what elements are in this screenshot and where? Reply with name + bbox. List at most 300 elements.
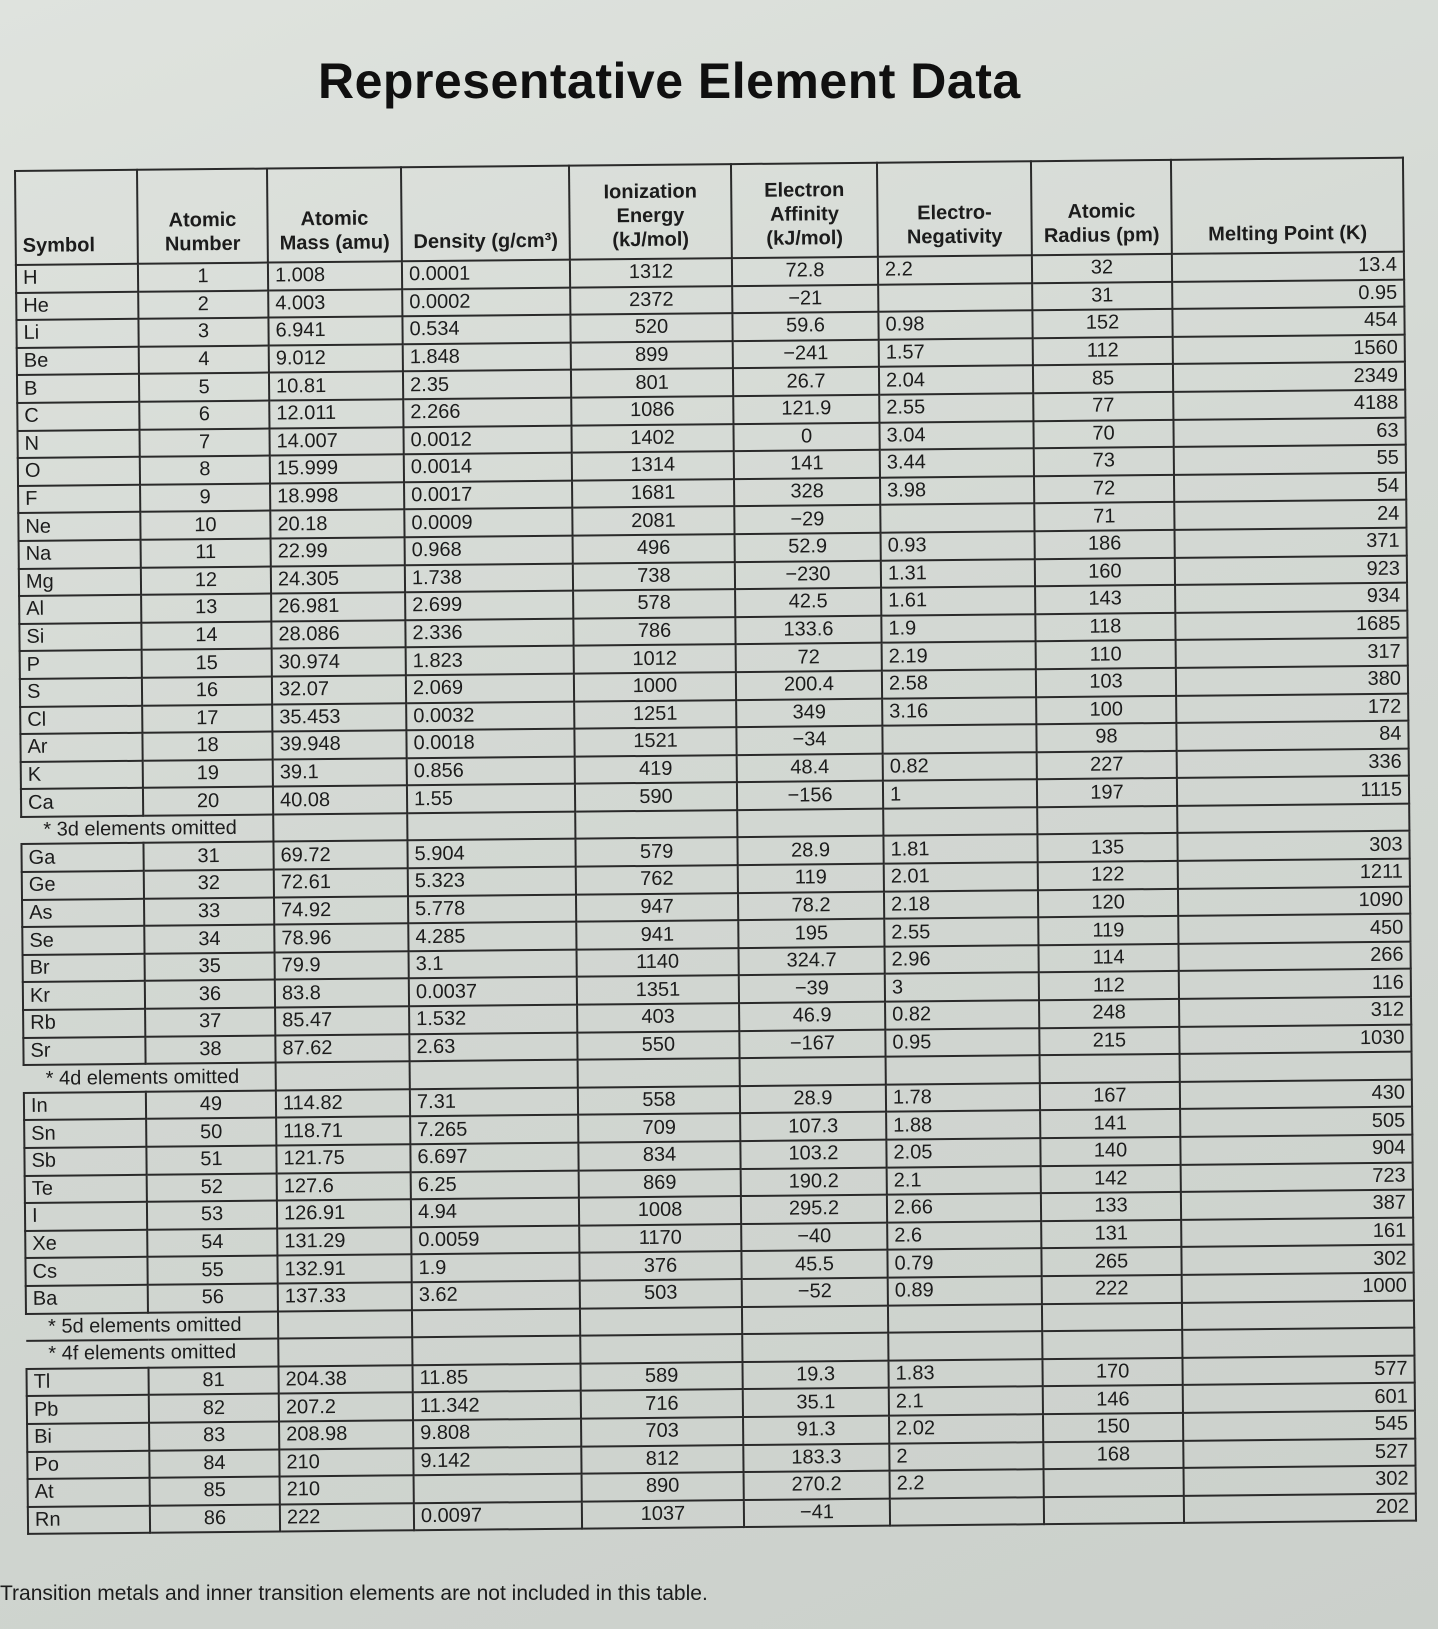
cell-density: 1.532 [409,1005,577,1034]
empty-cell [580,1334,742,1363]
cell-melting-point: 266 [1178,941,1410,971]
cell-ionization-energy: 834 [578,1141,740,1170]
cell-atomic-number: 8 [140,456,270,485]
header-atomic-mass: Atomic Mass (amu) [267,167,402,262]
cell-density: 0.0014 [404,453,572,482]
cell-atomic-radius: 110 [1036,640,1176,669]
cell-symbol: Bi [27,1423,149,1452]
cell-electronegativity: 1.81 [883,835,1037,864]
cell-atomic-number: 14 [141,621,271,650]
cell-ionization-energy: 419 [575,755,737,784]
cell-atomic-radius: 133 [1041,1192,1181,1221]
cell-atomic-radius: 31 [1032,281,1172,310]
cell-electron-affinity: 195 [738,919,884,948]
cell-atomic-radius: 112 [1033,337,1173,366]
empty-cell [575,810,737,839]
cell-atomic-radius: 265 [1041,1247,1181,1276]
empty-cell [883,807,1037,836]
table-footnote: Transition metals and inner transition elements are not included in this table. [0,1582,708,1605]
cell-melting-point: 312 [1179,997,1411,1027]
cell-density: 0.0001 [402,260,570,289]
cell-electronegativity: 2.58 [882,669,1036,698]
cell-atomic-number: 5 [139,373,269,402]
cell-atomic-mass: 35.453 [272,703,406,732]
cell-electronegativity: 0.89 [888,1276,1042,1305]
cell-atomic-mass: 79.9 [275,951,409,980]
cell-electronegativity: 0.95 [885,1028,1039,1057]
cell-atomic-number: 34 [144,925,274,954]
cell-atomic-mass: 39.1 [273,758,407,787]
cell-symbol: Mg [19,567,141,596]
cell-electronegativity: 2.66 [887,1193,1041,1222]
cell-symbol: N [18,429,140,458]
cell-density: 7.265 [410,1115,578,1144]
cell-atomic-number: 52 [147,1173,277,1202]
cell-electron-affinity: 103.2 [740,1140,886,1169]
cell-atomic-radius: 72 [1034,475,1174,504]
cell-electronegativity: 2.18 [884,890,1038,919]
cell-electronegativity: 1.31 [881,559,1035,588]
cell-ionization-energy: 520 [570,313,732,342]
header-atomic-radius: Atomic Radius (pm) [1031,160,1172,255]
cell-ionization-energy: 709 [578,1113,740,1142]
cell-electronegativity: 3.44 [880,448,1034,477]
cell-symbol: Al [19,595,141,624]
cell-symbol: P [20,650,142,679]
cell-electron-affinity: 324.7 [739,947,885,976]
cell-density: 0.0018 [406,729,574,758]
cell-symbol: Po [27,1450,149,1479]
cell-atomic-radius: 152 [1032,309,1172,338]
cell-atomic-radius: 112 [1039,971,1179,1000]
cell-atomic-number: 12 [141,566,271,595]
cell-electronegativity: 2.55 [884,917,1038,946]
cell-electronegativity: 3.04 [879,421,1033,450]
cell-melting-point: 934 [1175,583,1407,613]
cell-ionization-energy: 941 [576,920,738,949]
empty-cell [410,1060,578,1089]
cell-electronegativity: 2.1 [889,1387,1043,1416]
header-ionization-energy: Ionization Energy (kJ/mol) [569,164,732,260]
cell-atomic-mass: 87.62 [275,1034,409,1063]
cell-electron-affinity: 119 [738,864,884,893]
cell-melting-point: 2349 [1173,362,1405,392]
cell-electronegativity: 2.01 [884,862,1038,891]
cell-ionization-energy: 703 [581,1417,743,1446]
cell-electronegativity: 2.19 [882,642,1036,671]
cell-atomic-radius: 160 [1035,557,1175,586]
cell-atomic-number: 9 [140,483,270,512]
cell-atomic-number: 56 [148,1283,278,1312]
cell-density: 2.35 [403,370,571,399]
cell-atomic-number: 33 [144,897,274,926]
cell-atomic-radius: 142 [1041,1164,1181,1193]
cell-electronegativity: 3.16 [882,697,1036,726]
cell-atomic-radius: 140 [1040,1137,1180,1166]
empty-cell [1177,804,1409,834]
cell-electronegativity: 2.55 [879,393,1033,422]
header-symbol: Symbol [15,170,138,265]
cell-atomic-mass: 32.07 [272,675,406,704]
cell-symbol: As [22,898,144,927]
cell-atomic-mass: 12.011 [269,399,403,428]
cell-density: 0.0059 [411,1225,579,1254]
cell-ionization-energy: 869 [579,1169,741,1198]
cell-electron-affinity: 42.5 [735,588,881,617]
cell-electron-affinity: 35.1 [743,1388,889,1417]
cell-density: 0.0032 [406,701,574,730]
cell-ionization-energy: 1402 [571,424,733,453]
cell-atomic-radius: 222 [1042,1275,1182,1304]
cell-electron-affinity: 78.2 [738,891,884,920]
cell-electron-affinity: −241 [733,339,879,368]
cell-symbol: Cl [20,705,142,734]
cell-density: 0.0012 [403,425,571,454]
cell-electron-affinity: 183.3 [743,1443,889,1472]
cell-electronegativity: 2.02 [889,1414,1043,1443]
cell-electronegativity: 2.04 [879,366,1033,395]
cell-electron-affinity: 328 [734,477,880,506]
cell-atomic-mass: 126.91 [277,1199,411,1228]
cell-density: 2.699 [405,591,573,620]
cell-density: 2.069 [406,674,574,703]
empty-cell [742,1305,888,1334]
cell-electron-affinity: 26.7 [733,367,879,396]
cell-electron-affinity: 295.2 [741,1195,887,1224]
table-body [16,252,1416,1535]
cell-ionization-energy: 1681 [572,479,734,508]
cell-atomic-number: 15 [142,649,272,678]
cell-ionization-energy: 578 [573,589,735,618]
cell-symbol: Sr [23,1036,145,1065]
cell-electron-affinity: −52 [742,1278,888,1307]
cell-melting-point: 317 [1176,638,1408,668]
cell-atomic-radius: 131 [1041,1220,1181,1249]
cell-electron-affinity: 59.6 [732,312,878,341]
cell-melting-point: 430 [1180,1079,1412,1109]
cell-symbol: Ga [21,843,143,872]
empty-cell [278,1337,412,1366]
cell-electronegativity: 1.9 [881,614,1035,643]
cell-atomic-radius: 71 [1034,502,1174,531]
header-electron-affinity: Electron Affinity (kJ/mol) [731,163,878,258]
cell-density: 11.85 [412,1363,580,1392]
cell-atomic-radius: 168 [1043,1440,1183,1469]
cell-atomic-number: 53 [147,1201,277,1230]
empty-cell [278,1310,412,1339]
element-data-table [14,157,1417,1536]
empty-cell [1180,1052,1412,1082]
cell-ionization-energy: 589 [580,1362,742,1391]
cell-atomic-radius: 122 [1038,861,1178,890]
cell-ionization-energy: 947 [576,893,738,922]
cell-density: 0.856 [407,756,575,785]
cell-atomic-number: 20 [143,787,273,816]
cell-electron-affinity: −41 [744,1498,890,1527]
cell-density: 1.9 [411,1253,579,1282]
cell-electronegativity: 2.2 [890,1469,1044,1498]
cell-ionization-energy: 1170 [579,1224,741,1253]
empty-cell [886,1055,1040,1084]
cell-symbol: Ar [20,733,142,762]
cell-symbol: Br [23,954,145,983]
cell-electronegativity: 3.98 [880,476,1034,505]
cell-atomic-radius [1044,1468,1184,1497]
cell-density: 0.0037 [409,977,577,1006]
cell-symbol: Kr [23,981,145,1010]
cell-atomic-number: 82 [149,1394,279,1423]
cell-electron-affinity: −34 [736,726,882,755]
cell-melting-point: 302 [1181,1245,1413,1275]
cell-electron-affinity: 19.3 [742,1360,888,1389]
cell-atomic-number: 85 [150,1477,280,1506]
cell-density: 0.968 [405,536,573,565]
cell-ionization-energy: 2372 [570,286,732,315]
cell-density: 1.848 [403,342,571,371]
cell-density: 9.142 [413,1446,581,1475]
empty-cell [740,1057,886,1086]
cell-atomic-mass: 15.999 [270,454,404,483]
cell-electronegativity: 0.98 [878,310,1032,339]
cell-melting-point: 0.95 [1172,279,1404,309]
cell-atomic-number: 35 [145,952,275,981]
cell-melting-point: 13.4 [1172,252,1404,282]
cell-symbol: He [16,291,138,320]
cell-melting-point: 4188 [1173,390,1405,420]
cell-ionization-energy: 1312 [570,258,732,287]
cell-atomic-radius: 186 [1035,530,1175,559]
cell-ionization-energy: 1086 [571,396,733,425]
cell-melting-point: 527 [1183,1438,1415,1468]
empty-cell [1182,1300,1414,1330]
cell-ionization-energy: 812 [581,1445,743,1474]
empty-cell [412,1308,580,1337]
cell-atomic-radius: 119 [1038,916,1178,945]
cell-symbol: H [16,264,138,293]
cell-melting-point: 302 [1184,1466,1416,1496]
cell-atomic-number: 10 [140,511,270,540]
cell-symbol: At [28,1478,150,1507]
cell-atomic-number: 86 [150,1504,280,1533]
cell-atomic-number: 54 [147,1228,277,1257]
cell-electronegativity [882,724,1036,753]
cell-electron-affinity: 28.9 [740,1084,886,1113]
cell-electronegativity: 2.2 [878,255,1032,284]
cell-atomic-radius: 32 [1032,254,1172,283]
cell-symbol: Na [19,540,141,569]
cell-melting-point: 450 [1178,914,1410,944]
cell-atomic-number: 16 [142,676,272,705]
cell-electronegativity [890,1497,1044,1526]
element-table-container [14,157,1415,1536]
cell-melting-point: 172 [1176,693,1408,723]
cell-electronegativity: 0.82 [883,752,1037,781]
cell-atomic-radius: 170 [1042,1358,1182,1387]
cell-atomic-mass: 4.003 [268,289,402,318]
cell-atomic-radius: 141 [1040,1109,1180,1138]
cell-atomic-mass: 132.91 [277,1255,411,1284]
cell-electronegativity [878,283,1032,312]
cell-symbol: Ca [21,788,143,817]
cell-atomic-radius: 77 [1033,392,1173,421]
cell-symbol: Ba [26,1285,148,1314]
cell-melting-point: 454 [1172,307,1404,337]
cell-ionization-energy: 403 [577,1003,739,1032]
cell-atomic-mass: 40.08 [273,786,407,815]
cell-symbol: Rb [23,1009,145,1038]
cell-atomic-number: 50 [146,1118,276,1147]
cell-melting-point: 1090 [1178,886,1410,916]
cell-melting-point: 84 [1176,721,1408,751]
cell-electron-affinity: 72 [736,643,882,672]
cell-atomic-number: 13 [141,594,271,623]
cell-atomic-radius: 85 [1033,364,1173,393]
cell-symbol: Xe [25,1230,147,1259]
cell-density: 9.808 [413,1419,581,1448]
cell-electronegativity [880,504,1034,533]
cell-melting-point: 505 [1180,1107,1412,1137]
cell-atomic-number: 17 [142,704,272,733]
cell-electron-affinity: 200.4 [736,671,882,700]
cell-atomic-number: 83 [149,1421,279,1450]
cell-electronegativity: 0.79 [887,1249,1041,1278]
cell-atomic-mass: 69.72 [273,841,407,870]
cell-electronegativity: 2.1 [887,1166,1041,1195]
cell-atomic-mass: 6.941 [268,316,402,345]
cell-atomic-mass: 39.948 [272,730,406,759]
cell-atomic-mass: 28.086 [271,620,405,649]
cell-symbol: B [17,374,139,403]
section-note: * 4f elements omitted [26,1339,278,1369]
empty-cell [276,1061,410,1090]
cell-atomic-mass: 20.18 [270,510,404,539]
cell-atomic-mass: 78.96 [274,924,408,953]
cell-atomic-number: 51 [146,1146,276,1175]
cell-electronegativity: 1.57 [879,338,1033,367]
cell-atomic-number: 4 [139,345,269,374]
cell-ionization-energy: 738 [573,562,735,591]
cell-density: 4.94 [411,1198,579,1227]
empty-cell [407,812,575,841]
cell-atomic-number: 2 [138,290,268,319]
cell-electron-affinity: 45.5 [741,1250,887,1279]
cell-electron-affinity: −29 [734,505,880,534]
cell-melting-point: 371 [1175,528,1407,558]
header-density: Density (g/cm³) [401,166,570,262]
cell-atomic-mass: 208.98 [279,1420,413,1449]
cell-ionization-energy: 496 [573,534,735,563]
cell-atomic-radius: 227 [1037,751,1177,780]
empty-cell [1042,1302,1182,1331]
cell-atomic-number: 49 [146,1090,276,1119]
cell-electron-affinity: 190.2 [741,1167,887,1196]
cell-density: 2.266 [403,398,571,427]
cell-atomic-number: 1 [138,263,268,292]
cell-ionization-energy: 1008 [579,1196,741,1225]
cell-symbol: Si [19,623,141,652]
cell-atomic-radius: 197 [1037,778,1177,807]
cell-symbol: I [25,1202,147,1231]
cell-atomic-mass: 85.47 [275,1006,409,1035]
cell-electron-affinity: 270.2 [744,1471,890,1500]
cell-symbol: Rn [28,1505,150,1534]
cell-ionization-energy: 899 [571,341,733,370]
cell-density: 4.285 [408,922,576,951]
cell-atomic-radius: 150 [1043,1413,1183,1442]
cell-atomic-mass: 72.61 [274,868,408,897]
cell-atomic-radius: 135 [1037,833,1177,862]
cell-electron-affinity: 48.4 [737,753,883,782]
cell-symbol: Be [17,347,139,376]
cell-atomic-radius: 215 [1039,1026,1179,1055]
cell-melting-point: 601 [1183,1383,1415,1413]
cell-electronegativity: 3 [885,973,1039,1002]
cell-atomic-radius: 70 [1033,419,1173,448]
cell-density: 0.0009 [404,508,572,537]
cell-atomic-radius: 73 [1034,447,1174,476]
cell-atomic-mass: 127.6 [277,1172,411,1201]
empty-cell [888,1331,1042,1360]
cell-density: 1.738 [405,563,573,592]
section-note: * 5d elements omitted [26,1311,278,1341]
cell-atomic-number: 84 [149,1449,279,1478]
cell-atomic-mass: 137.33 [278,1282,412,1311]
cell-atomic-radius: 118 [1035,613,1175,642]
cell-melting-point: 1211 [1178,859,1410,889]
cell-atomic-radius: 100 [1036,695,1176,724]
cell-atomic-radius: 248 [1039,999,1179,1028]
cell-melting-point: 723 [1181,1162,1413,1192]
section-note: * 4d elements omitted [24,1063,276,1093]
cell-symbol: K [21,760,143,789]
cell-electron-affinity: 52.9 [735,533,881,562]
cell-electronegativity: 0.82 [885,1000,1039,1029]
cell-melting-point: 24 [1174,500,1406,530]
cell-density: 3.1 [409,949,577,978]
cell-melting-point: 904 [1180,1135,1412,1165]
empty-cell [412,1336,580,1365]
cell-density: 7.31 [410,1087,578,1116]
cell-symbol: O [18,457,140,486]
cell-atomic-mass: 22.99 [271,537,405,566]
cell-atomic-number: 81 [149,1366,279,1395]
cell-ionization-energy: 1140 [577,948,739,977]
cell-atomic-radius: 103 [1036,668,1176,697]
empty-cell [742,1333,888,1362]
cell-ionization-energy: 2081 [572,506,734,535]
cell-electronegativity: 0.93 [881,531,1035,560]
empty-cell [578,1058,740,1087]
cell-ionization-energy: 1037 [582,1500,744,1529]
page-title: Representative Element Data [318,53,1021,109]
cell-atomic-mass: 9.012 [269,344,403,373]
cell-atomic-radius: 146 [1043,1385,1183,1414]
cell-melting-point: 923 [1175,555,1407,585]
cell-atomic-number: 38 [145,1035,275,1064]
cell-electron-affinity: −39 [739,974,885,1003]
cell-ionization-energy: 786 [573,617,735,646]
cell-melting-point: 63 [1173,417,1405,447]
cell-electron-affinity: 349 [736,698,882,727]
cell-electron-affinity: −230 [735,560,881,589]
cell-atomic-radius [1044,1496,1184,1525]
cell-electron-affinity: 133.6 [735,615,881,644]
cell-ionization-energy: 376 [579,1251,741,1280]
cell-atomic-number: 36 [145,980,275,1009]
cell-ionization-energy: 1012 [574,644,736,673]
cell-electronegativity: 2.05 [886,1138,1040,1167]
cell-electronegativity: 1.61 [881,586,1035,615]
